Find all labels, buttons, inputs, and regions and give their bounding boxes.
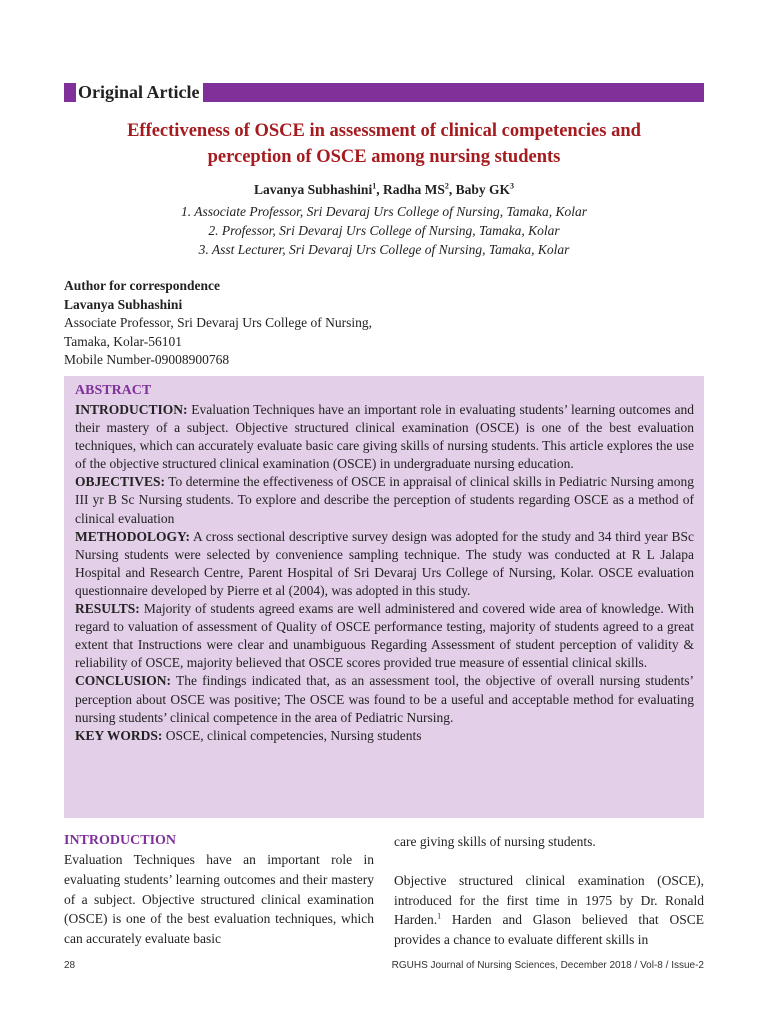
objectives-label: OBJECTIVES: xyxy=(75,474,166,490)
correspondence-line: Tamaka, Kolar-56101 xyxy=(64,333,182,349)
results-text: Majority of students agreed exams are well administered and covered wide area of knowledge. With regard to valuation of assessment of Quality of OSCE performance testing, majority of students agreed to a great extent that Instructions were clear and unambiguous Regarding Assessment of student perception of validity & reliability of OSCE, majority believed that OSCE scores provided true measure of essential clinical skills. xyxy=(75,601,695,671)
abstract-box xyxy=(64,376,704,818)
affiliation-1: 1. Associate Professor, Sri Devaraj Urs College of Nursing, Tamaka, Kolar xyxy=(180,204,588,219)
keywords-text: OSCE, clinical competencies, Nursing students xyxy=(165,727,422,743)
title-line-2: perception of OSCE among nursing students xyxy=(207,147,561,167)
body-right-column xyxy=(394,832,704,950)
keywords-label: KEY WORDS: xyxy=(75,727,163,743)
author-name: Lavanya Subhashini xyxy=(254,182,373,197)
author-sup: 3 xyxy=(509,181,514,191)
abstract-keywords xyxy=(75,727,694,745)
section-label: Original Article xyxy=(76,81,203,103)
abstract-introduction xyxy=(75,401,694,473)
title-line-1: Effectiveness of OSCE in assessment of clinical competencies and xyxy=(127,121,641,141)
journal-footer: RGUHS Journal of Nursing Sciences, December 2018 / Vol-8 / Issue-2 xyxy=(391,960,704,971)
results-label: RESULTS: xyxy=(75,601,140,617)
body-paragraph xyxy=(394,871,704,950)
author-sup: 1 xyxy=(372,181,377,191)
body-paragraph: Evaluation Techniques have an important role in evaluating students’ learning outcomes and their mastery of a subject. Objective structured clinical examination (OSCE) is one of the best evaluation techniques, which can accurately evaluate basic xyxy=(64,852,374,947)
introduction-heading: INTRODUCTION xyxy=(64,833,177,848)
conclusion-text: The findings indicated that, as an assessment tool, the objective of overall nursing students’ perception about OSCE was positive; The OSCE was found to be a useful and acceptable method for evaluating nursing students’ clinical competence in the area of Pediatric Nursing. xyxy=(75,673,694,725)
article-title xyxy=(64,118,704,170)
abstract-results xyxy=(75,600,694,672)
abstract-objectives xyxy=(75,473,694,527)
affiliation-2: 2. Professor, Sri Devaraj Urs College of Nursing, Tamaka, Kolar xyxy=(208,223,560,238)
abstract-methodology xyxy=(75,528,694,600)
methodology-label: METHODOLOGY: xyxy=(75,528,191,544)
methodology-text: A cross sectional descriptive survey design was adopted for the study and 34 third year BSc Nursing students were selected by convenience sampling technique. The study was conducted at R L Jalapa Hospital and Research Centre, Parent Hospital of Sri Devaraj Urs College of Nursing, Kolar. OSCE evaluation questionnaire developed by Pierre et al (2004), was adopted in this study. xyxy=(75,528,694,598)
abstract-conclusion xyxy=(75,672,694,726)
author-sup: 2 xyxy=(444,181,449,191)
page-number: 28 xyxy=(64,960,76,971)
abstract-heading: ABSTRACT xyxy=(75,383,152,398)
author-name: Baby GK xyxy=(455,182,510,197)
body-text: Objective structured clinical examination (OSCE), introduced for the first time in 1975 by Dr. Ronald Harden. xyxy=(394,872,704,928)
citation-sup: 1 xyxy=(437,911,442,921)
body-left-column xyxy=(64,832,374,949)
correspondence-line: Mobile Number-09008900768 xyxy=(64,352,230,367)
correspondence-line: Associate Professor, Sri Devaraj Urs College of Nursing, xyxy=(64,315,373,330)
correspondence-block xyxy=(64,277,464,370)
correspondence-heading: Author for correspondence xyxy=(64,278,220,293)
objectives-text: To determine the effectiveness of OSCE in appraisal of clinical skills in Pediatric Nursing among III yr B Sc Nursing students. To explore and describe the perception of students regarding OSCE as a method of clinical evaluation xyxy=(75,474,694,526)
body-text: Harden and Glason believed that OSCE provides a chance to evaluate different skills in xyxy=(394,912,704,948)
introduction-label: INTRODUCTION: xyxy=(75,402,188,417)
body-paragraph: care giving skills of nursing students. xyxy=(394,834,596,849)
conclusion-label: CONCLUSION: xyxy=(75,673,172,689)
affiliation-3: 3. Asst Lecturer, Sri Devaraj Urs College of Nursing, Tamaka, Kolar xyxy=(198,242,570,257)
correspondence-name: Lavanya Subhashini xyxy=(64,296,183,312)
author-name: Radha MS xyxy=(382,182,445,197)
author-list: Lavanya Subhashini$^1$, Radha $MS^2$, Baby $GK^3$ xyxy=(254,181,514,197)
introduction-text: Evaluation Techniques have an important role in evaluating students’ learning outcomes and their mastery of a subject. Objective structured clinical examination (OSCE) is one of the best evaluation techniques, which can accurately evaluate basic care giving skills of nursing students. This article explores the use of the objective structured clinical examination (OSCE) in undergraduate nursing education. xyxy=(75,402,694,472)
section-banner-notch xyxy=(64,83,76,102)
